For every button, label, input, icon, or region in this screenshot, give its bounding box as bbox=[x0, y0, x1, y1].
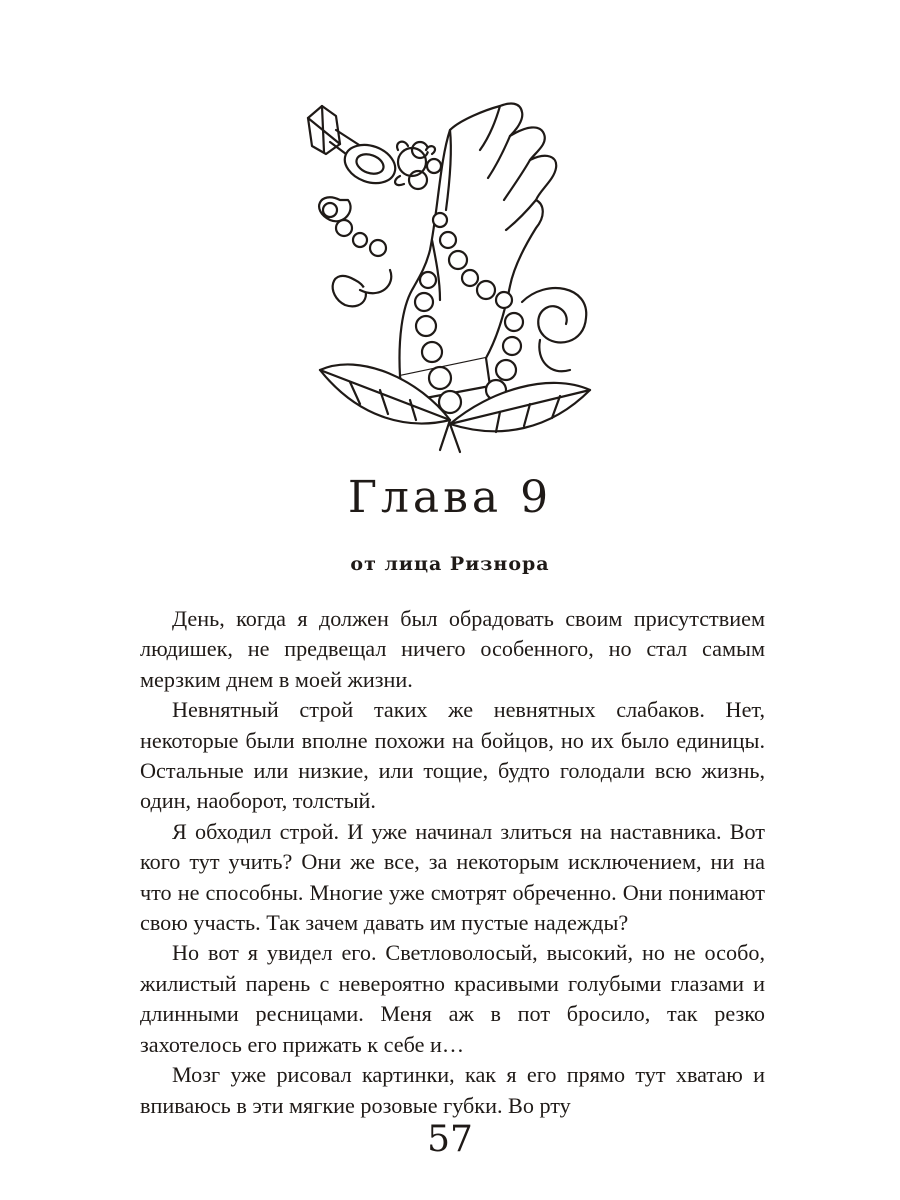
chapter-subtitle: от лица Ризнора bbox=[350, 553, 550, 575]
paragraph: Но вот я увидел его. Светловолосый, высокий, но не особо, жилистый парень с невероятно красивыми голубыми глазами и длинными ресницами. Меня аж в пот бросило, так резко захотелось его прижать к себе и… bbox=[140, 940, 765, 1057]
paragraph: Я обходил строй. И уже начинал злиться на наставника. Вот кого тут учить? Они же все, за некоторым исключением, ни на что не способны. Многие уже смотрят обреченно. Они понимают свою участь. Так зачем давать им пустые надежды? bbox=[140, 818, 765, 936]
paragraph: Невнятный строй таких же невнятных слабаков. Нет, некоторые были вполне похожи на бойцов, но их было единицы. Остальные или низкие, или тощие, будто голодали всю жизнь, один, наоборот, толстый. bbox=[140, 697, 765, 814]
chapter-title: Глава 9 bbox=[347, 472, 553, 523]
chapter-body bbox=[140, 604, 765, 1121]
praying-hands-rosary-icon bbox=[300, 90, 610, 460]
paragraph: День, когда я должен был обрадовать своим присутствием людишек, не предвещал ничего особенного, но стал самым мерзким днем в моей жизни. bbox=[140, 606, 765, 692]
page-number: 57 bbox=[427, 1119, 473, 1160]
paragraph: Мозг уже рисовал картинки, как я его прямо тут хватаю и впиваюсь в эти мягкие розовые губки. Во рту bbox=[140, 1062, 765, 1118]
